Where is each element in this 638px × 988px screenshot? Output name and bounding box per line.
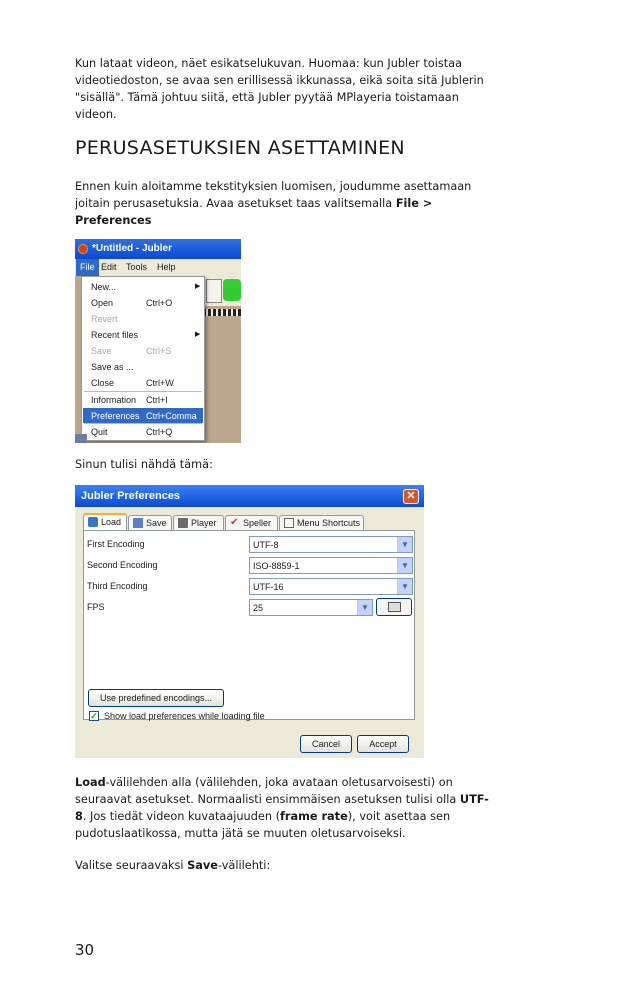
page-number: 30 (75, 941, 95, 959)
menu-item-new[interactable]: New... ▶ (91, 282, 201, 292)
chevron-down-icon[interactable]: ▼ (397, 537, 412, 552)
settings-menu-path: File > Preferences (75, 197, 433, 227)
save-tab-paragraph (75, 857, 495, 874)
file-menu-dropdown (81, 276, 205, 441)
tab-menu-shortcuts[interactable]: Menu Shortcuts (279, 515, 364, 530)
menu-item-save-as[interactable]: Save as ... (91, 362, 134, 372)
tab-player[interactable]: Player (173, 515, 224, 530)
menu-item-quit[interactable]: Quit Ctrl+Q (91, 427, 173, 437)
menu-item-revert[interactable]: Revert (91, 314, 118, 324)
tab-load[interactable]: Load (83, 513, 127, 531)
load-settings-panel (83, 530, 415, 720)
use-predefined-encodings-button[interactable]: Use predefined encodings... (88, 689, 224, 707)
show-load-preferences-label: Show load preferences while loading file (104, 711, 265, 721)
chevron-down-icon[interactable]: ▼ (397, 579, 412, 594)
clapperboard-icon (388, 602, 401, 612)
menu-edit[interactable]: Edit (101, 262, 117, 272)
load-tab-paragraph (75, 774, 495, 842)
show-load-preferences-checkbox[interactable]: ✓ (90, 711, 98, 721)
menu-item-close[interactable]: Close Ctrl+W (91, 378, 174, 388)
submenu-arrow-icon: ▶ (195, 283, 201, 290)
close-icon[interactable]: ✕ (403, 489, 419, 504)
section-heading: PERUSASETUKSIEN ASETTAMINEN (75, 137, 405, 159)
submenu-arrow-icon: ▶ (195, 331, 201, 338)
first-encoding-label: First Encoding (87, 539, 145, 549)
dialog-titlebar (75, 485, 424, 507)
save-icon (133, 518, 143, 528)
fps-select[interactable]: 25 ▼ (249, 599, 373, 616)
menubar (75, 259, 241, 276)
detect-fps-button[interactable] (376, 598, 412, 616)
menu-tools[interactable]: Tools (126, 262, 148, 272)
load-term: Load (75, 776, 106, 789)
menu-item-recent-files[interactable]: Recent files ▶ (91, 330, 201, 340)
tab-speller[interactable]: ✔ Speller (225, 515, 278, 530)
load-text-2: . Jos tiedät videon kuvataajuuden ( (82, 810, 280, 823)
menu-item-save[interactable]: Save Ctrl+S (91, 346, 172, 356)
menu-item-open[interactable]: Open Ctrl+O (91, 298, 173, 308)
app-icon (78, 244, 88, 254)
preferences-dialog-screenshot (75, 485, 424, 758)
accept-button[interactable]: Accept (357, 735, 409, 753)
player-icon (178, 518, 188, 528)
chevron-down-icon[interactable]: ▼ (357, 600, 372, 615)
settings-text: Ennen kuin aloitamme tekstityksien luomisen, joudumme asettamaan joitain perusasetuksia. Avaa asetukset taas valitsemalla (75, 180, 472, 210)
save-text-2: -välilehti: (217, 859, 271, 872)
intro-paragraph: Kun lataat videon, näet esikatselukuvan. Huomaa: kun Jubler toistaa videotiedoston, se avaa sen erillisessä ikkunassa, eikä soita sitä Jublerin "sisällä". Tämä johtuu siitä, että Jubler pyytää MPlayeria toistamaan videon. (75, 57, 484, 121)
third-encoding-select[interactable]: UTF-16 ▼ (249, 578, 413, 595)
frame-rate-term: frame rate (280, 810, 348, 823)
menu-item-preferences[interactable]: Preferences Ctrl+Comma (83, 408, 203, 423)
menu-file[interactable]: File (76, 259, 99, 276)
load-text-1: -välilehden alla (välilehden, joka avataan oletusarvoisesti) on seuraavat asetukset. Normaalisti ensimmäisen asetuksen tulisi olla (75, 776, 460, 806)
dialog-title: Jubler Preferences (81, 490, 181, 502)
tab-save[interactable]: Save (128, 515, 172, 530)
toolbar-button[interactable] (206, 279, 222, 303)
second-encoding-select[interactable]: ISO-8859-1 ▼ (249, 557, 413, 574)
second-encoding-label: Second Encoding (87, 560, 158, 570)
window-title: *Untitled - Jubler (92, 243, 173, 254)
window-titlebar (75, 239, 241, 259)
taskbar-fragment (75, 434, 87, 443)
cancel-button[interactable]: Cancel (300, 735, 352, 753)
chevron-down-icon[interactable]: ▼ (397, 558, 412, 573)
filmstrip-icon (203, 309, 241, 316)
menu-help[interactable]: Help (157, 262, 176, 272)
load-text-3: ), voit asettaa sen pudotuslaatikossa, mutta jätä se muuten oletusarvoiseksi. (75, 810, 451, 840)
utf8-term: UTF-8 (75, 793, 489, 823)
third-encoding-label: Third Encoding (87, 581, 148, 591)
fps-label: FPS (87, 602, 105, 612)
play-icon[interactable] (223, 279, 241, 301)
file-menu-screenshot (75, 239, 241, 443)
save-text-1: Valitse seuraavaksi (75, 859, 188, 872)
first-encoding-select[interactable]: UTF-8 ▼ (249, 536, 413, 553)
save-term: Save (187, 859, 218, 872)
toolbar (203, 276, 241, 306)
menu-item-information[interactable]: Information Ctrl+I (91, 395, 168, 405)
see-this-paragraph: Sinun tulisi nähdä tämä: (75, 458, 213, 471)
speller-icon: ✔ (230, 517, 239, 528)
shortcuts-icon (284, 518, 294, 528)
load-icon (88, 517, 98, 527)
settings-paragraph (75, 178, 495, 229)
